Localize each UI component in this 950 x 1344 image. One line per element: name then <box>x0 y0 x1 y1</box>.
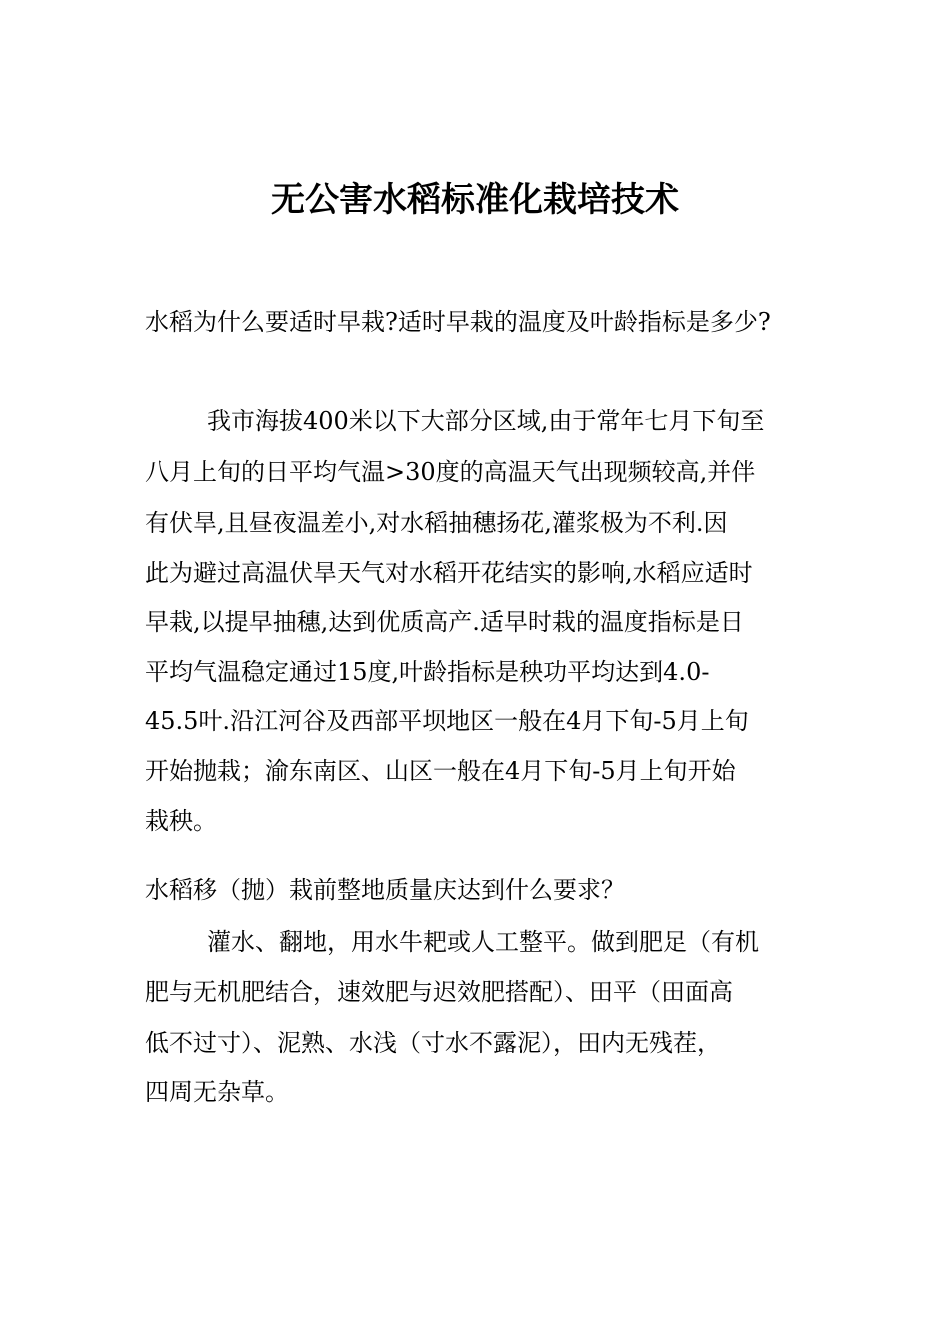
section2-answer-line-2: 肥与无机肥结合，速效肥与迟效肥搭配）、田平（田面高 <box>145 978 733 1006</box>
section1-answer-line-5: 早栽,以提早抽穗,达到优质高产.适早时栽的温度指标是日 <box>145 608 744 636</box>
section1-answer-line-7: 45.5叶.沿江河谷及西部平坝地区一般在4月下旬-5月上旬 <box>145 707 749 735</box>
section2-question: 水稻移（抛）栽前整地质量庆达到什么要求？ <box>145 876 625 904</box>
section1-answer-line-4: 此为避过高温伏旱天气对水稻开花结实的影响,水稻应适时 <box>145 559 753 587</box>
section1-question: 水稻为什么要适时早栽?适时早栽的温度及叶龄指标是多少? <box>145 308 771 336</box>
section1-answer-line-2: 八月上旬的日平均气温>30度的高温天气出现频较高,并伴 <box>145 458 756 486</box>
document-title: 无公害水稻标准化栽培技术 <box>271 180 679 220</box>
section1-answer-line-1: 我市海拔400米以下大部分区域,由于常年七月下旬至 <box>207 407 765 435</box>
section1-answer-line-3: 有伏旱,且昼夜温差小,对水稻抽穗扬花,灌浆极为不利.因 <box>145 509 728 537</box>
section2-answer-line-4: 四周无杂草。 <box>145 1078 289 1106</box>
section2-answer-line-1: 灌水、翻地，用水牛耙或人工整平。做到肥足（有机 <box>207 928 759 956</box>
section1-answer-line-9: 栽秧。 <box>145 807 217 835</box>
section1-answer-line-6: 平均气温稳定通过15度,叶龄指标是秧功平均达到4.0- <box>145 658 710 686</box>
section1-answer-line-8: 开始抛栽；渝东南区、山区一般在4月下旬-5月上旬开始 <box>145 757 736 785</box>
section2-answer-line-3: 低不过寸）、泥熟、水浅（寸水不露泥），田内无残茬， <box>145 1029 721 1057</box>
